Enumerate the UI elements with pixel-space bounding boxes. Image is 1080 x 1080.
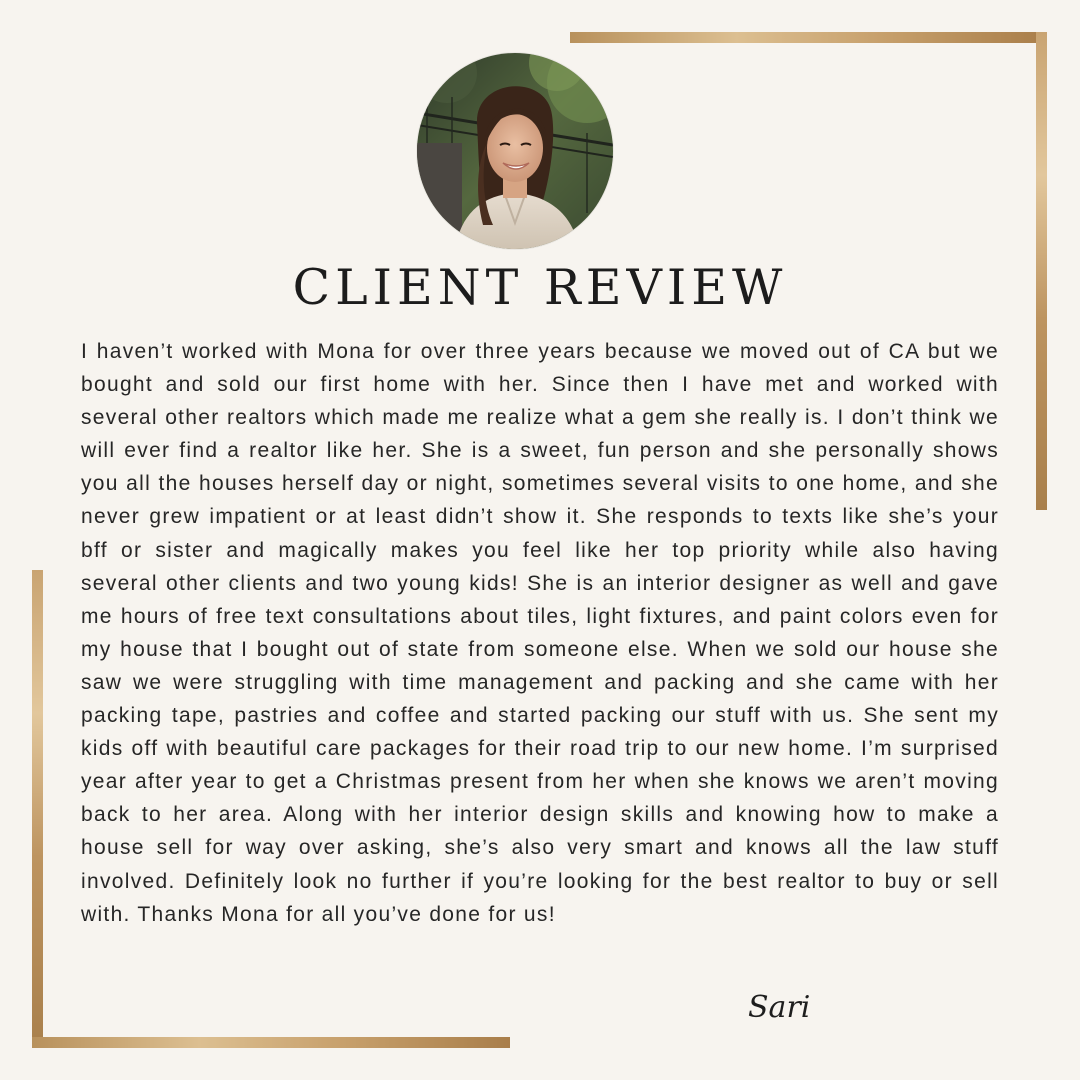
- agent-portrait-photo: [417, 53, 613, 249]
- gold-frame-bottom: [32, 1037, 510, 1048]
- reviewer-signature: Sari: [748, 990, 811, 1025]
- gold-frame-left: [32, 570, 43, 1048]
- review-text: I haven’t worked with Mona for over three years because we moved out of CA but we bought and sold our first home with her. Since then I have met and worked with several other realtors which made me realize what a gem she really is. I don’t think we will ever find a realtor like her. She is a sweet, fun person and she personally shows you all the houses herself day or night, sometimes several visits to one home, and she never grew impatient or at least didn’t show it. She responds to texts like she’s your bff or sister and magically makes you feel like her top priority while also having several other clients and two young kids! She is an interior designer as well and gave me hours of free text consultations about tiles, light fixtures, and paint colors even for my house that I bought out of state from someone else. When we sold our house she saw we were struggling with time management and packing and she came with her packing tape, pastries and coffee and started packing our stuff with us. She sent my kids off with beautiful care packages for their road trip to our new home. I’m surprised year after year to get a Christmas present from her when she knows we aren’t moving back to her area. Along with her interior design skills and knowing how to make a house sell for way over asking, she’s also very smart and knows all the law stuff involved. Definitely look no further if you’re looking for the best realtor to buy or sell with. Thanks Mona for all you’ve done for us!: [81, 340, 999, 926]
- gold-frame-top: [570, 32, 1047, 43]
- page-title: CLIENT REVIEW: [292, 259, 788, 316]
